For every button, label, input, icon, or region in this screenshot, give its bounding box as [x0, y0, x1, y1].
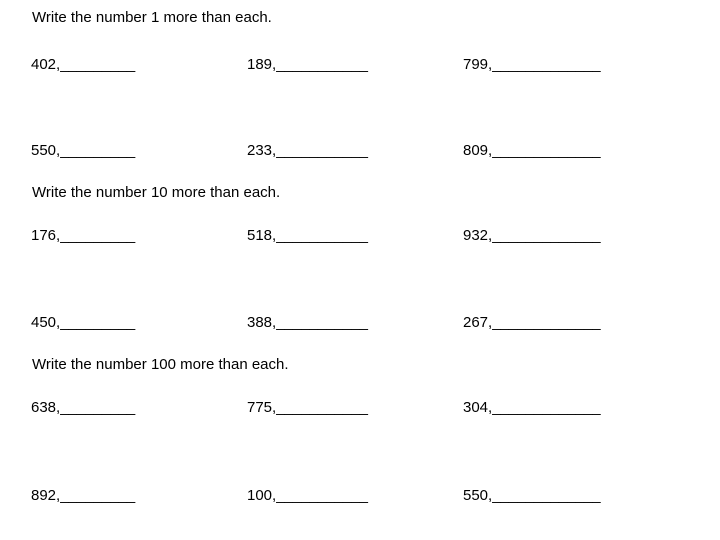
section-heading: Write the number 10 more than each.: [32, 184, 281, 201]
answer-item: 388,___________: [247, 314, 368, 331]
answer-item: 799,_____________: [463, 56, 601, 73]
answer-item: 932,_____________: [463, 227, 601, 244]
answer-item: 550,_____________: [463, 487, 601, 504]
answer-item: 775,___________: [247, 399, 368, 416]
answer-item: 189,___________: [247, 56, 368, 73]
answer-item: 267,_____________: [463, 314, 601, 331]
answer-item: 550,_________: [31, 142, 136, 159]
answer-item: 809,_____________: [463, 142, 601, 159]
answer-item: 518,___________: [247, 227, 368, 244]
answer-item: 100,___________: [247, 487, 368, 504]
answer-item: 402,_________: [31, 56, 136, 73]
answer-item: 304,_____________: [463, 399, 601, 416]
answer-item: 233,___________: [247, 142, 368, 159]
answer-item: 638,_________: [31, 399, 136, 416]
answer-item: 892,_________: [31, 487, 136, 504]
section-heading: Write the number 1 more than each.: [32, 9, 272, 26]
answer-item: 450,_________: [31, 314, 136, 331]
section-heading: Write the number 100 more than each.: [32, 356, 289, 373]
answer-item: 176,_________: [31, 227, 136, 244]
